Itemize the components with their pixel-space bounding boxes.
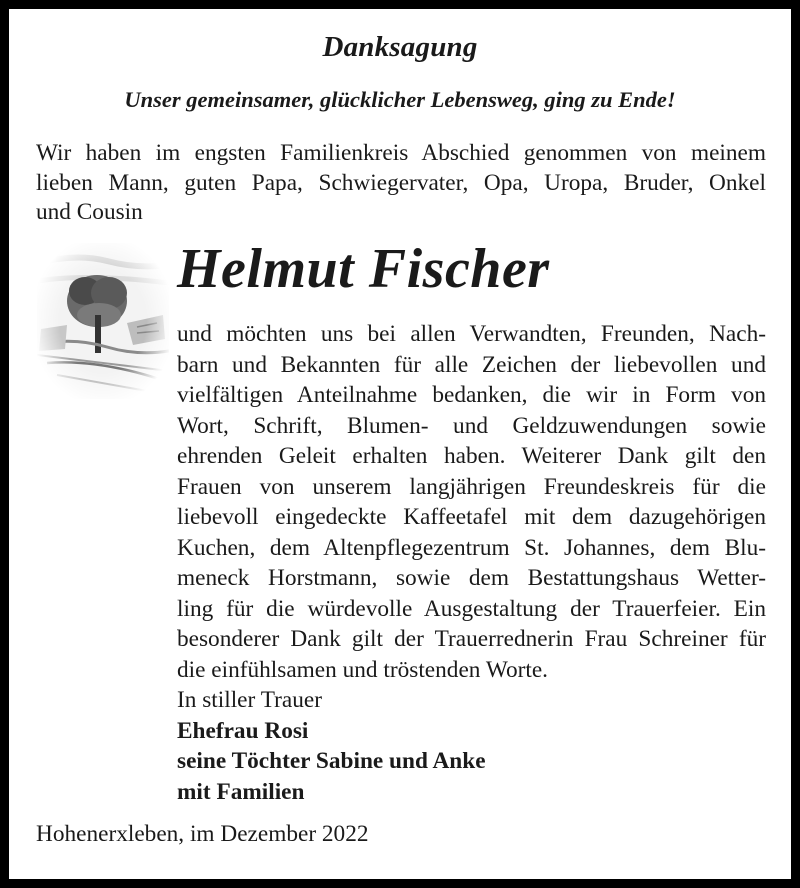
place-date: Hohenerxleben, im Dezember 2022 xyxy=(36,821,369,847)
mourner-name: mit Familien xyxy=(177,778,305,805)
tree-landscape-icon xyxy=(37,243,169,399)
deceased-name: Helmut Fischer xyxy=(177,238,550,300)
intro-line: und Cousin xyxy=(36,199,143,225)
body-line: barn und Bekannten für alle Zeichen der liebevollen und xyxy=(177,351,766,378)
mourning-line: In stiller Trauer xyxy=(177,687,322,713)
intro-line: Wir haben im engsten Familienkreis Abschied genommen von meinem xyxy=(36,140,766,166)
body-line: besonderer Dank gilt der Trauerrednerin Frau Schreiner für xyxy=(177,626,766,652)
mourner-name: Ehefrau Rosi xyxy=(177,717,309,744)
body-line: ling für die würdevolle Ausgestaltung der Trauerfeier. Ein xyxy=(177,595,766,622)
body-line: ehrenden Geleit erhalten haben. Weiterer Dank gilt den xyxy=(177,443,766,469)
body-line: meneck Horstmann, sowie dem Bestattungshaus Wetter- xyxy=(177,565,766,591)
body-line: die einfühlsamen und tröstenden Worte. xyxy=(177,656,548,683)
mourner-name: seine Töchter Sabine und Anke xyxy=(177,748,486,774)
signature-block xyxy=(177,685,486,807)
intro-line: lieben Mann, guten Papa, Schwiegervater, Opa, Uropa, Bruder, Onkel xyxy=(36,169,766,196)
notice-heading: Danksagung xyxy=(322,31,478,63)
notice-motto: Unser gemeinsamer, glücklicher Lebensweg, ging zu Ende! xyxy=(124,87,676,112)
body-line: Wort, Schrift, Blumen- und Geldzuwendungen sowie xyxy=(177,412,766,439)
obituary-card xyxy=(9,9,791,879)
body-line: Kuchen, dem Altenpflegezentrum St. Johannes, dem Blu- xyxy=(177,534,766,561)
body-line: vielfältigen Anteilnahme bedanken, die wir in Form von xyxy=(177,382,766,408)
body-line: Frauen von unserem langjährigen Freundeskreis für die xyxy=(177,473,766,500)
body-line: und möchten uns bei allen Verwandten, Freunden, Nach- xyxy=(177,321,766,347)
thanks-paragraph xyxy=(177,319,766,685)
intro-paragraph xyxy=(36,139,766,228)
body-line: liebevoll eingedeckte Kaffeetafel mit dem dazugehörigen xyxy=(177,504,766,530)
